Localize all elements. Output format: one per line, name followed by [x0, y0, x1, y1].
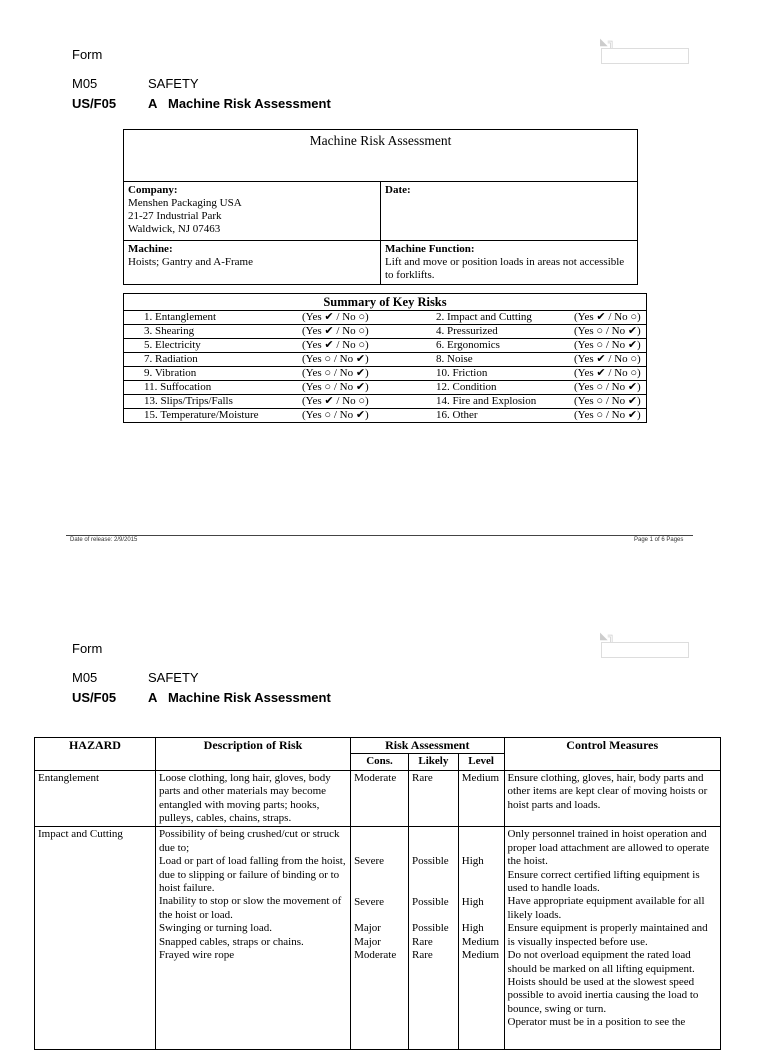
risk-value-left-cell — [298, 381, 416, 395]
risk-name: Fire and Explosion — [452, 395, 537, 407]
company-logo: ◣╗ — [601, 48, 689, 64]
description-line: Load or part of load falling from the hoist, due to slipping or failure of binding or to hoist failure. — [158, 855, 346, 895]
company-line-3: Waldwick, NJ 07463 — [128, 223, 221, 235]
cons-value: Major — [354, 922, 381, 935]
risk-number: 4. — [436, 325, 445, 337]
level-value: Medium — [461, 949, 500, 962]
doc-title-cell — [124, 130, 638, 182]
company-line-1: Menshen Packaging USA — [128, 197, 242, 209]
risk-answer: (Yes ○ / No ✔) — [574, 395, 641, 407]
risk-name: Condition — [452, 381, 497, 393]
form-code-2-p2: US/F05 — [72, 690, 117, 705]
likely-value: Possible — [411, 855, 449, 868]
footer-page-number: Page 1 of 6 Pages — [634, 537, 684, 543]
col-control: Control Measures — [504, 738, 721, 771]
level-value: High — [461, 895, 484, 908]
control-line: Only personnel trained in hoist operation and proper load attachment are allowed to operate the hoist. — [507, 828, 710, 868]
description-cell — [155, 827, 350, 1050]
risk-answer: (Yes ✔ / No ○) — [302, 395, 369, 407]
description-line: Snapped cables, straps or chains. — [158, 935, 304, 948]
cons-cell: Moderate — [351, 770, 409, 827]
risk-row — [124, 311, 647, 325]
form-department-2: SAFETY — [148, 670, 199, 685]
company-line-2: 21-27 Industrial Park — [128, 210, 222, 222]
cons-value: Severe — [354, 895, 384, 908]
risk-value-right-cell — [570, 325, 647, 339]
risk-name-left-cell — [124, 409, 299, 423]
control-line: Operator must be in a position to see the — [507, 1016, 686, 1029]
risk-answer: (Yes ○ / No ✔) — [302, 409, 369, 421]
function-value: Lift and move or position loads in areas not accessible to forklifts. — [385, 256, 625, 281]
risk-name: Temperature/Moisture — [160, 409, 259, 421]
risk-answer: (Yes ✔ / No ○) — [302, 311, 369, 323]
likely-value: Possible — [411, 895, 449, 908]
risk-value-left-cell — [298, 367, 416, 381]
level-value: High — [461, 855, 484, 868]
col-description: Description of Risk — [155, 738, 350, 771]
risk-value-left-cell — [298, 339, 416, 353]
form-code-2: US/F05 — [72, 96, 117, 111]
control-line: Do not overload equipment the rated load should be marked on all lifting equipment. — [507, 949, 695, 975]
risk-row — [124, 353, 647, 367]
risk-value-right-cell — [570, 311, 647, 325]
risk-name: Suffocation — [160, 381, 212, 393]
risk-number: 11. — [144, 381, 158, 393]
risk-name: Vibration — [154, 367, 197, 379]
control-line: Hoists should be used at the slowest speed possible to avoid inertia causing the load to bounce, swing or turn. — [507, 975, 699, 1015]
risk-answer: (Yes ✔ / No ○) — [302, 325, 369, 337]
risk-number: 7. — [144, 353, 153, 365]
risk-value-left-cell — [298, 409, 416, 423]
risk-name-left-cell — [124, 325, 299, 339]
description-line: Swinging or turning load. — [158, 922, 272, 935]
risk-name: Radiation — [155, 353, 198, 365]
description-line: Possibility of being crushed/cut or struck due to; — [158, 828, 340, 854]
company-label: Company: — [128, 184, 178, 196]
risk-number: 9. — [144, 367, 153, 379]
form-letter: A — [148, 96, 158, 111]
risk-number: 2. — [436, 311, 445, 323]
risk-answer: (Yes ○ / No ✔) — [574, 339, 641, 351]
risk-number: 15. — [144, 409, 158, 421]
risk-name-right-cell — [416, 367, 570, 381]
col-level: Level — [458, 754, 504, 770]
cons-cell — [351, 827, 409, 1050]
date-label: Date: — [385, 184, 411, 196]
risk-number: 8. — [436, 353, 445, 365]
description-line: Frayed wire rope — [158, 949, 235, 962]
assessment-info-table — [123, 129, 638, 285]
risk-answer: (Yes ○ / No ✔) — [302, 367, 369, 379]
risk-value-right-cell — [570, 409, 647, 423]
description-line: Inability to stop or slow the movement of the hoist or load. — [158, 895, 342, 921]
date-cell — [381, 182, 638, 241]
control-cell — [504, 827, 721, 1050]
level-cell — [458, 827, 504, 1050]
risk-row — [124, 395, 647, 409]
control-cell: Ensure clothing, gloves, hair, body parts and other items are kept clear of moving hoists or hoist parts and loads. — [504, 770, 721, 827]
cons-value: Major — [354, 935, 381, 948]
risk-answer: (Yes ○ / No ✔) — [574, 381, 641, 393]
risk-answer: (Yes ○ / No ✔) — [302, 353, 369, 365]
function-label: Machine Function: — [385, 243, 475, 255]
level-value: High — [461, 922, 484, 935]
risk-answer: (Yes ○ / No ✔) — [574, 409, 641, 421]
risk-answer: (Yes ○ / No ✔) — [302, 381, 369, 393]
risk-name: Impact and Cutting — [447, 311, 532, 323]
risk-answer: (Yes ✔ / No ○) — [574, 353, 641, 365]
likely-value: Possible — [411, 922, 449, 935]
risk-number: 6. — [436, 339, 445, 351]
form-title-2: Machine Risk Assessment — [168, 690, 331, 705]
description-cell: Loose clothing, long hair, gloves, body parts and other materials may become entangled with moving parts; hooks, pulleys, cables, chains, straps. — [155, 770, 350, 827]
risk-name: Electricity — [155, 339, 201, 351]
control-line: Have appropriate equipment available for all likely loads. — [507, 895, 705, 921]
form-code: M05 — [72, 76, 98, 91]
risk-name-left-cell — [124, 311, 299, 325]
form-department: SAFETY — [148, 76, 199, 91]
machine-cell — [124, 241, 381, 285]
hazard-cell: Impact and Cutting — [35, 827, 156, 1050]
machine-label: Machine: — [128, 243, 173, 255]
doc-title: Machine Risk Assessment — [309, 133, 452, 148]
control-line: Ensure correct certified lifting equipment is used to handle loads. — [507, 868, 700, 895]
col-cons: Cons. — [351, 754, 409, 770]
level-value: Medium — [461, 935, 500, 948]
risk-number: 13. — [144, 395, 158, 407]
risk-name: Friction — [452, 367, 488, 379]
risk-row — [124, 381, 647, 395]
company-cell — [124, 182, 381, 241]
risk-value-left-cell — [298, 353, 416, 367]
risk-name-left-cell — [124, 353, 299, 367]
risk-number: 1. — [144, 311, 153, 323]
machine-value: Hoists; Gantry and A-Frame — [128, 256, 253, 268]
company-logo-2: ◣╗ — [601, 642, 689, 658]
form-label: Form — [72, 47, 103, 62]
risk-name-right-cell — [416, 339, 570, 353]
risk-name-right-cell — [416, 311, 570, 325]
likely-value: Rare — [411, 949, 433, 962]
col-likely: Likely — [408, 754, 458, 770]
risk-name-right-cell — [416, 325, 570, 339]
risk-answer: (Yes ○ / No ✔) — [574, 325, 641, 337]
risk-value-right-cell — [570, 395, 647, 409]
level-cell: Medium — [458, 770, 504, 827]
risk-name-left-cell — [124, 381, 299, 395]
hazard-table — [34, 737, 721, 1050]
summary-title: Summary of Key Risks — [124, 294, 647, 311]
risk-row — [124, 367, 647, 381]
key-risks-table — [123, 293, 647, 423]
cons-value: Severe — [354, 855, 384, 868]
risk-answer: (Yes ✔ / No ○) — [574, 311, 641, 323]
risk-value-right-cell — [570, 381, 647, 395]
risk-name-right-cell — [416, 409, 570, 423]
col-hazard: HAZARD — [35, 738, 156, 771]
risk-number: 12. — [436, 381, 450, 393]
table-row — [35, 827, 721, 1050]
risk-name: Other — [452, 409, 478, 421]
footer-release-date: Date of release: 2/9/2015 — [70, 537, 138, 543]
footer-rule — [66, 535, 693, 536]
risk-name: Shearing — [155, 325, 195, 337]
risk-name-right-cell — [416, 381, 570, 395]
risk-value-left-cell — [298, 325, 416, 339]
risk-value-right-cell — [570, 339, 647, 353]
risk-answer: (Yes ✔ / No ○) — [574, 367, 641, 379]
risk-number: 5. — [144, 339, 153, 351]
risk-value-right-cell — [570, 367, 647, 381]
table-row — [35, 770, 721, 827]
cons-value: Moderate — [354, 949, 397, 962]
form-label-2: Form — [72, 641, 103, 656]
hazard-cell: Entanglement — [35, 770, 156, 827]
risk-row — [124, 339, 647, 353]
risk-value-left-cell — [298, 395, 416, 409]
form-code-p2: M05 — [72, 670, 98, 685]
risk-name-right-cell — [416, 353, 570, 367]
risk-row — [124, 409, 647, 423]
risk-name: Pressurized — [447, 325, 498, 337]
risk-name: Slips/Trips/Falls — [160, 395, 233, 407]
risk-answer: (Yes ✔ / No ○) — [302, 339, 369, 351]
function-cell — [381, 241, 638, 285]
risk-name-left-cell — [124, 339, 299, 353]
likely-cell: Rare — [408, 770, 458, 827]
risk-name-right-cell — [416, 395, 570, 409]
form-title: Machine Risk Assessment — [168, 96, 331, 111]
risk-number: 3. — [144, 325, 153, 337]
risk-number: 14. — [436, 395, 450, 407]
likely-cell — [408, 827, 458, 1050]
risk-name-left-cell — [124, 395, 299, 409]
likely-value: Rare — [411, 935, 433, 948]
risk-name-left-cell — [124, 367, 299, 381]
risk-row — [124, 325, 647, 339]
form-letter-2: A — [148, 690, 158, 705]
risk-name: Noise — [447, 353, 473, 365]
risk-number: 16. — [436, 409, 450, 421]
risk-name: Ergonomics — [447, 339, 500, 351]
col-risk-assessment: Risk Assessment — [351, 738, 504, 754]
risk-value-left-cell — [298, 311, 416, 325]
risk-number: 10. — [436, 367, 450, 379]
risk-value-right-cell — [570, 353, 647, 367]
control-line: Ensure equipment is properly maintained and is visually inspected before use. — [507, 922, 708, 948]
risk-name: Entanglement — [155, 311, 217, 323]
